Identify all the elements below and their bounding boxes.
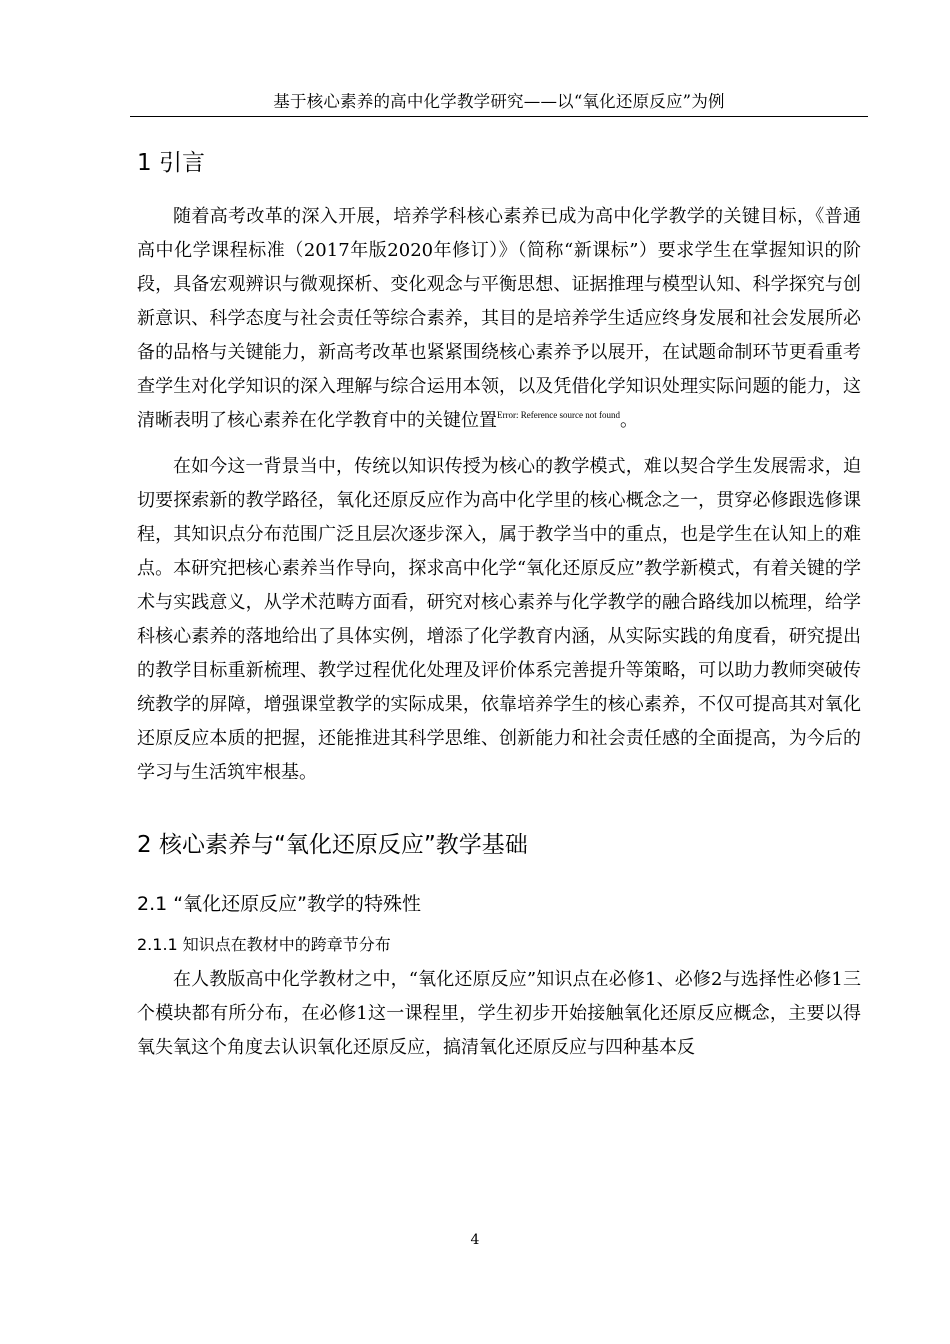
running-header	[130, 92, 868, 117]
page-number: 4	[470, 1232, 480, 1248]
subsubsection-heading-2-1-1: 2.1.1 知识点在教材中的跨章节分布	[137, 935, 391, 954]
section-heading-core-literacy: 2 核心素养与“氧化还原反应”教学基础	[137, 832, 528, 858]
running-header-title: 基于核心素养的高中化学教学研究——以“氧化还原反应”为例	[273, 92, 725, 111]
section-heading-introduction: 1 引言	[137, 150, 205, 176]
reference-error-citation[interactable]: Error: Reference source not found	[497, 410, 620, 420]
intro-paragraph-1-text: 随着高考改革的深入开展，培养学科核心素养已成为高中化学教学的关键目标，《普通高中化学课程标准（2017年版2020年修订）》（简称“新课标”）要求学生在掌握知识的阶段，具备宏观辨识与微观探析、变化观念与平衡思想、证据推理与模型认知、科学探究与创新意识、科学态度与社会责任等综合素养，其目的是培养学生适应终身发展和社会发展所必备的品格与关键能力，新高考改革也紧紧围绕核心素养予以展开，在试题命制环节更看重考查学生对化学知识的深入理解与综合运用本领，以及凭借化学知识处理实际问题的能力，这清晰表明了核心素养在化学教育中的关键位置	[137, 206, 861, 431]
subsection-heading-2-1: 2.1 “氧化还原反应”教学的特殊性	[137, 893, 421, 915]
page-body	[137, 138, 861, 1065]
intro-paragraph-1-end: 。	[619, 410, 638, 431]
intro-paragraph-1	[137, 200, 861, 438]
intro-paragraph-2: 在如今这一背景当中，传统以知识传授为核心的教学模式，难以契合学生发展需求，迫切要探索新的教学路径，氧化还原反应作为高中化学里的核心概念之一，贯穿必修跟选修课程，其知识点分布范围广泛且层次逐步深入，属于教学当中的重点，也是学生在认知上的难点。本研究把核心素养当作导向，探求高中化学“氧化还原反应”教学新模式，有着关键的学术与实践意义，从学术范畴方面看，研究对核心素养与化学教学的融合路线加以梳理，给学科核心素养的落地给出了具体实例，增添了化学教育内涵，从实际实践的角度看，研究提出的教学目标重新梳理、教学过程优化处理及评价体系完善提升等策略，可以助力教师突破传统教学的屏障，增强课堂教学的实际成果，依靠培养学生的核心素养，不仅可提高其对氧化还原反应本质的把握，还能推进其科学思维、创新能力和社会责任感的全面提高，为今后的学习与生活筑牢根基。	[137, 456, 861, 783]
section-2-1-1-paragraph-1: 在人教版高中化学教材之中，“氧化还原反应”知识点在必修1、必修2与选择性必修1三个模块都有所分布，在必修1这一课程里，学生初步开始接触氧化还原反应概念，主要以得氧失氧这个角度去认识氧化还原反应，搞清氧化还原反应与四种基本反	[137, 969, 861, 1058]
